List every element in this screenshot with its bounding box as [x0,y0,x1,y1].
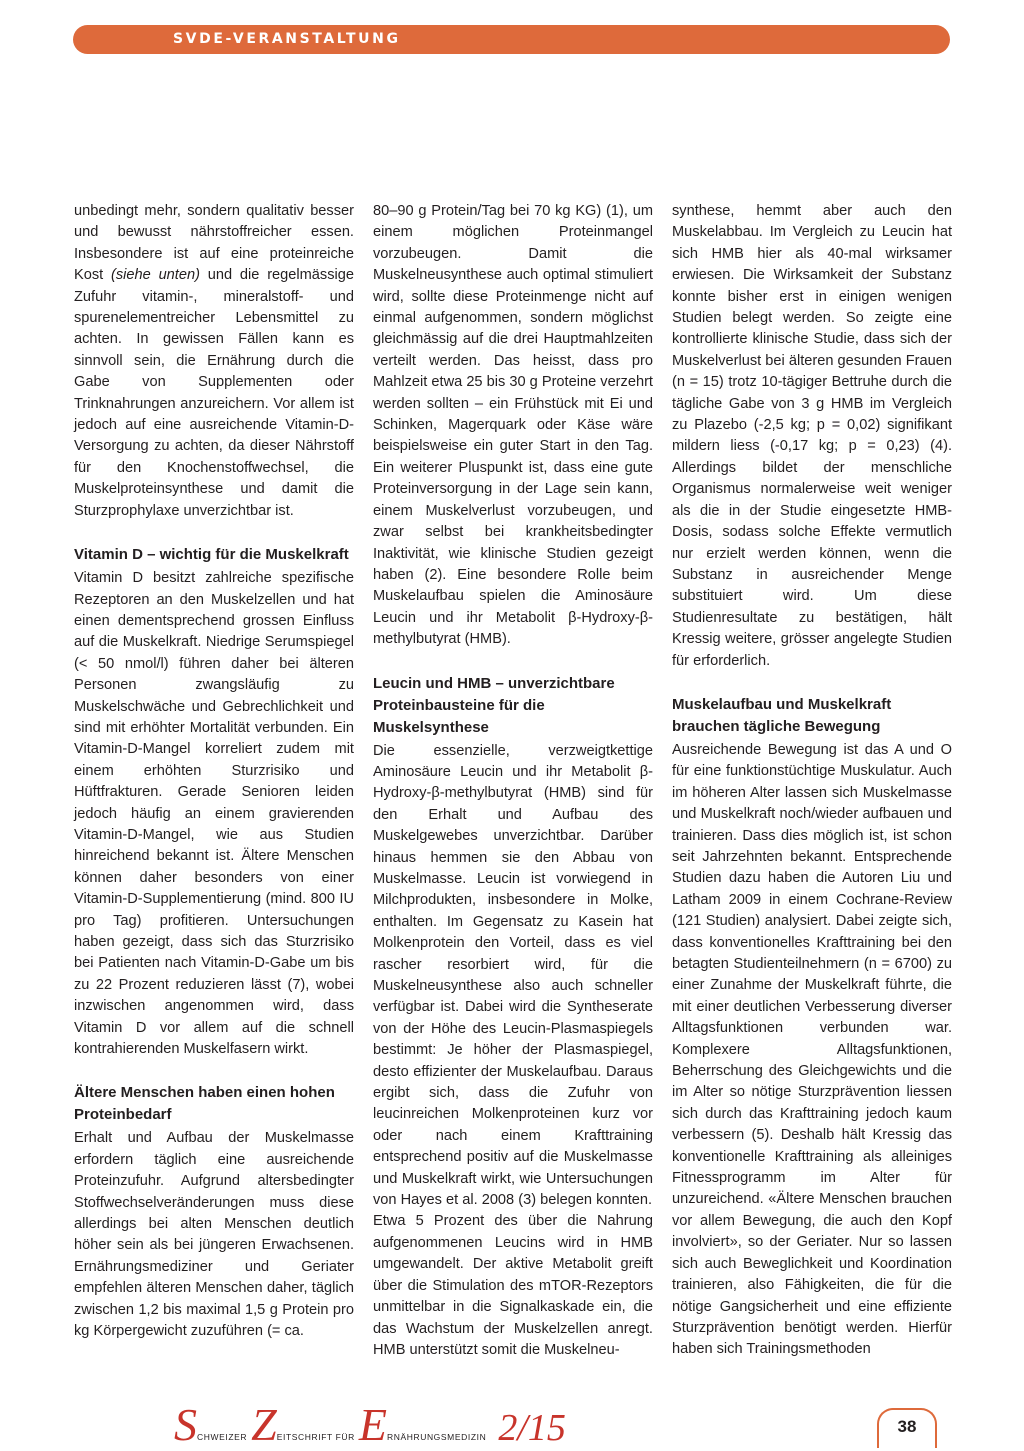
section-heading: Muskelaufbau und Muskelkraft brauchen tägliche Bewegung [672,695,892,735]
section-heading: Ältere Menschen haben einen hohen Proteinbedarf [74,1084,335,1124]
section-heading: Leucin und HMB – unverzichtbare Proteinbausteine für die Muskelsynthese [373,674,615,736]
emphasis: (siehe unten) [111,267,200,284]
paragraph: synthese, hemmt aber auch den Muskelabbau. Im Vergleich zu Leucin hat sich HMB hier als 40-mal wirksamer erwiesen. Die Wirksamkeit der Substanz konnte bisher erst in einigen wenigen Studien belegt werden. So zeigte eine kontrollierte klinische Studie, dass sich der Muskelverlust bei älteren gesunden Frauen (n = 15) trotz 10-tägiger Bettruhe durch die tägliche Gabe von 3 g HMB im Vergleich zu Plazebo (-2,5 kg; p = 0,02) signifikant mildern liess (-0,17 kg; p = 0,23) (4). Allerdings bildet der menschliche Organismus normalerweise weit weniger als die in der Studie eingesetzte HMB-Dosis, sodass solche Effekte vermutlich nur erzielt werden können, wenn die Substanz in ausreichender Menge substituiert wird. Um diese Studienresultate zu bestätigen, hält Kressig weitere, grösser angelegte Studien für erforderlich. [672,203,952,669]
column-3 [672,201,952,1361]
column-2 [373,201,653,1361]
journal-initial: S [174,1399,197,1450]
section-label: SVDE-VERANSTALTUNG [173,31,401,47]
journal-initial: Z [251,1399,277,1450]
journal-title-footer: SCHWEIZER ZEITSCHRIFT FÜR ERNÄHRUNGSMEDIZIN 2/15 [174,1399,566,1450]
paragraph: unbedingt mehr, sondern qualitativ besser und bewusst nährstoffreicher essen. Insbesondere ist auf eine proteinreiche Kost (siehe unten) und die regelmässige Zufuhr vitamin-, mineralstoff- und spurenelementreicher Lebensmittel zu achten. In gewissen Fällen kann es sinnvoll sein, die Ernährung durch die Gabe von Supplementen oder Trinknahrungen anzureichern. Vor allem ist jedoch auf eine ausreichende Vitamin-D-Versorgung zu achten, da dieser Nährstoff für den Knochenstoffwechsel, die Muskelproteinsynthese und damit die Sturzprophylaxe unverzichtbar ist. [74,203,354,519]
paragraph: 80–90 g Protein/Tag bei 70 kg KG) (1), um einem möglichen Proteinmangel vorzubeugen. Damit die Muskelneusynthese auch optimal stimuliert wird, sollte diese Proteinmenge nicht auf einmal aufgenommen, sondern möglichst gleichmässig auf die drei Hauptmahlzeiten verteilt werden. Das heisst, dass pro Mahlzeit etwa 25 bis 30 g Proteine verzehrt werden sollten – ein Frühstück mit Ei und Schinken, Magerquark oder Käse wäre beispielsweise ein guter Start in den Tag. Ein weiterer Pluspunkt ist, dass eine gute Proteinversorgung in der Lage sein kann, einem Muskelverlust vorzubeugen, und zwar selbst bei krankheitsbedingter Inaktivität, wie klinische Studien gezeigt haben (2). Eine besondere Rolle beim Muskelaufbau spielen die Aminosäure Leucin und ihr Metabolit β-Hydroxy-β-methylbutyrat (HMB). [373,203,653,648]
paragraph: Erhalt und Aufbau der Muskelmasse erfordern täglich eine ausreichende Proteinzufuhr. Aufgrund altersbedingter Stoffwechselveränderungen muss diese allerdings bei alten Menschen deutlich höher sein als bei jüngeren Erwachsenen. Ernährungsmediziner und Geriater empfehlen älteren Menschen daher, täglich zwischen 1,2 bis maximal 1,5 g Protein pro kg Körpergewicht zuzuführen (= ca. [74,1130,354,1340]
paragraph: Die essenzielle, verzweigtkettige Aminosäure Leucin und ihr Metabolit β-Hydroxy-β-methylbutyrat (HMB) sind für den Erhalt und Aufbau des Muskelgewebes unverzichtbar. Darüber hinaus hemmen sie den Abbau von Muskelmasse. Leucin ist vorwiegend in Milchprodukten, insbesondere in Molke, enthalten. Im Gegensatz zu Kasein hat Molkenprotein den Vorteil, dass es viel rascher resorbiert wird, für die Muskelneusynthese also auch schneller verfügbar ist. Dabei wird die Syntheserate von der Höhe des Leucin-Plasmaspiegels bestimmt: Je höher der Plasmaspiegel, desto effizienter der Muskelaufbau. Daraus ergibt sich, dass die Zufuhr von leucinreichen Molkenproteinen kurz vor oder nach einem Krafttraining entsprechend positiv auf die Muskelmasse und Muskelkraft wirkt, wie Untersuchungen von Hayes et al. 2008 (3) belegen konnten. [373,742,653,1209]
paragraph: Vitamin D besitzt zahlreiche spezifische Rezeptoren an den Muskelzellen und hat einen dementsprechend grossen Einfluss auf die Muskelkraft. Niedrige Serumspiegel (< 50 nmol/l) führen daher bei älteren Personen zwangsläufig zu Muskelschwäche und Gebrechlichkeit und sind mit erhöhter Mortalität verbunden. Ein Vitamin-D-Mangel korreliert zudem mit einem erhöhten Sturzrisiko und Hüftfrakturen. Gerade Senioren leiden jedoch häufig an einem gravierenden Vitamin-D-Mangel, wie aus Studien hinreichend bekannt ist. Ältere Menschen können daher besonders von einer Vitamin-D-Supplementierung (mind. 800 IU pro Tag) profitieren. Untersuchungen haben gezeigt, dass sich das Sturzrisiko bei Patienten nach Vitamin-D-Gabe um bis zu 22 Prozent reduzieren lässt (7), wobei inzwischen angenommen wird, dass Vitamin D vor allem auf die schnell kontrahierenden Muskelfasern wirkt. [74,570,354,1058]
section-header-bar [73,25,950,54]
paragraph: Ausreichende Bewegung ist das A und O für eine funktionstüchtige Muskulatur. Auch im höheren Alter lassen sich Muskelmasse und Muskelkraft noch/wieder aufbauen und trainieren. Dass dies möglich ist, ist schon seit Jahrzehnten bekannt. Entsprechende Studien dazu haben die Autoren Liu und Latham 2009 in einem Cochrane-Review (121 Studien) analysiert. Dabei zeigte sich, dass konventionelles Krafttraining bei den betagten Studienteilnehmern (n = 6700) zu einer Zunahme der Muskelkraft führte, die mit einer deutlichen Verbesserung diverser Alltagsfunktionen verbunden war. Komplexere Alltagsfunktionen, Beherrschung des Gleichgewichts und die im Alter so nötige Sturzprävention liessen sich durch das Krafttraining jedoch kaum verbessern (5). Deshalb hält Kressig das konventionelle Krafttraining als alleiniges Fitnessprogramm im Alter für unzureichend. «Ältere Menschen brauchen vor allem Bewegung, die auch den Kopf involviert», so der Geriater. Nur so lassen sich auch Beweglichkeit und Koordination trainieren, also Fähigkeiten, die für die nötige Gangsicherheit und eine effiziente Sturzprävention benötigt werden. Hierfür haben sich Trainingsmethoden [672,741,952,1358]
page-number: 38 [877,1408,937,1448]
journal-initial: E [358,1399,387,1450]
paragraph: Etwa 5 Prozent des über die Nahrung aufgenommenen Leucins wird in HMB umgewandelt. Der aktive Metabolit greift über die Stimulation des mTOR-Rezeptors unmittelbar in die Signalkaskade ein, die das Wachstum der Muskelzellen anregt. HMB unterstützt somit die Muskelneu- [373,1213,653,1358]
column-1 [74,201,354,1343]
section-heading: Vitamin D – wichtig für die Muskelkraft [74,546,349,564]
issue-number: 2/15 [498,1407,566,1449]
